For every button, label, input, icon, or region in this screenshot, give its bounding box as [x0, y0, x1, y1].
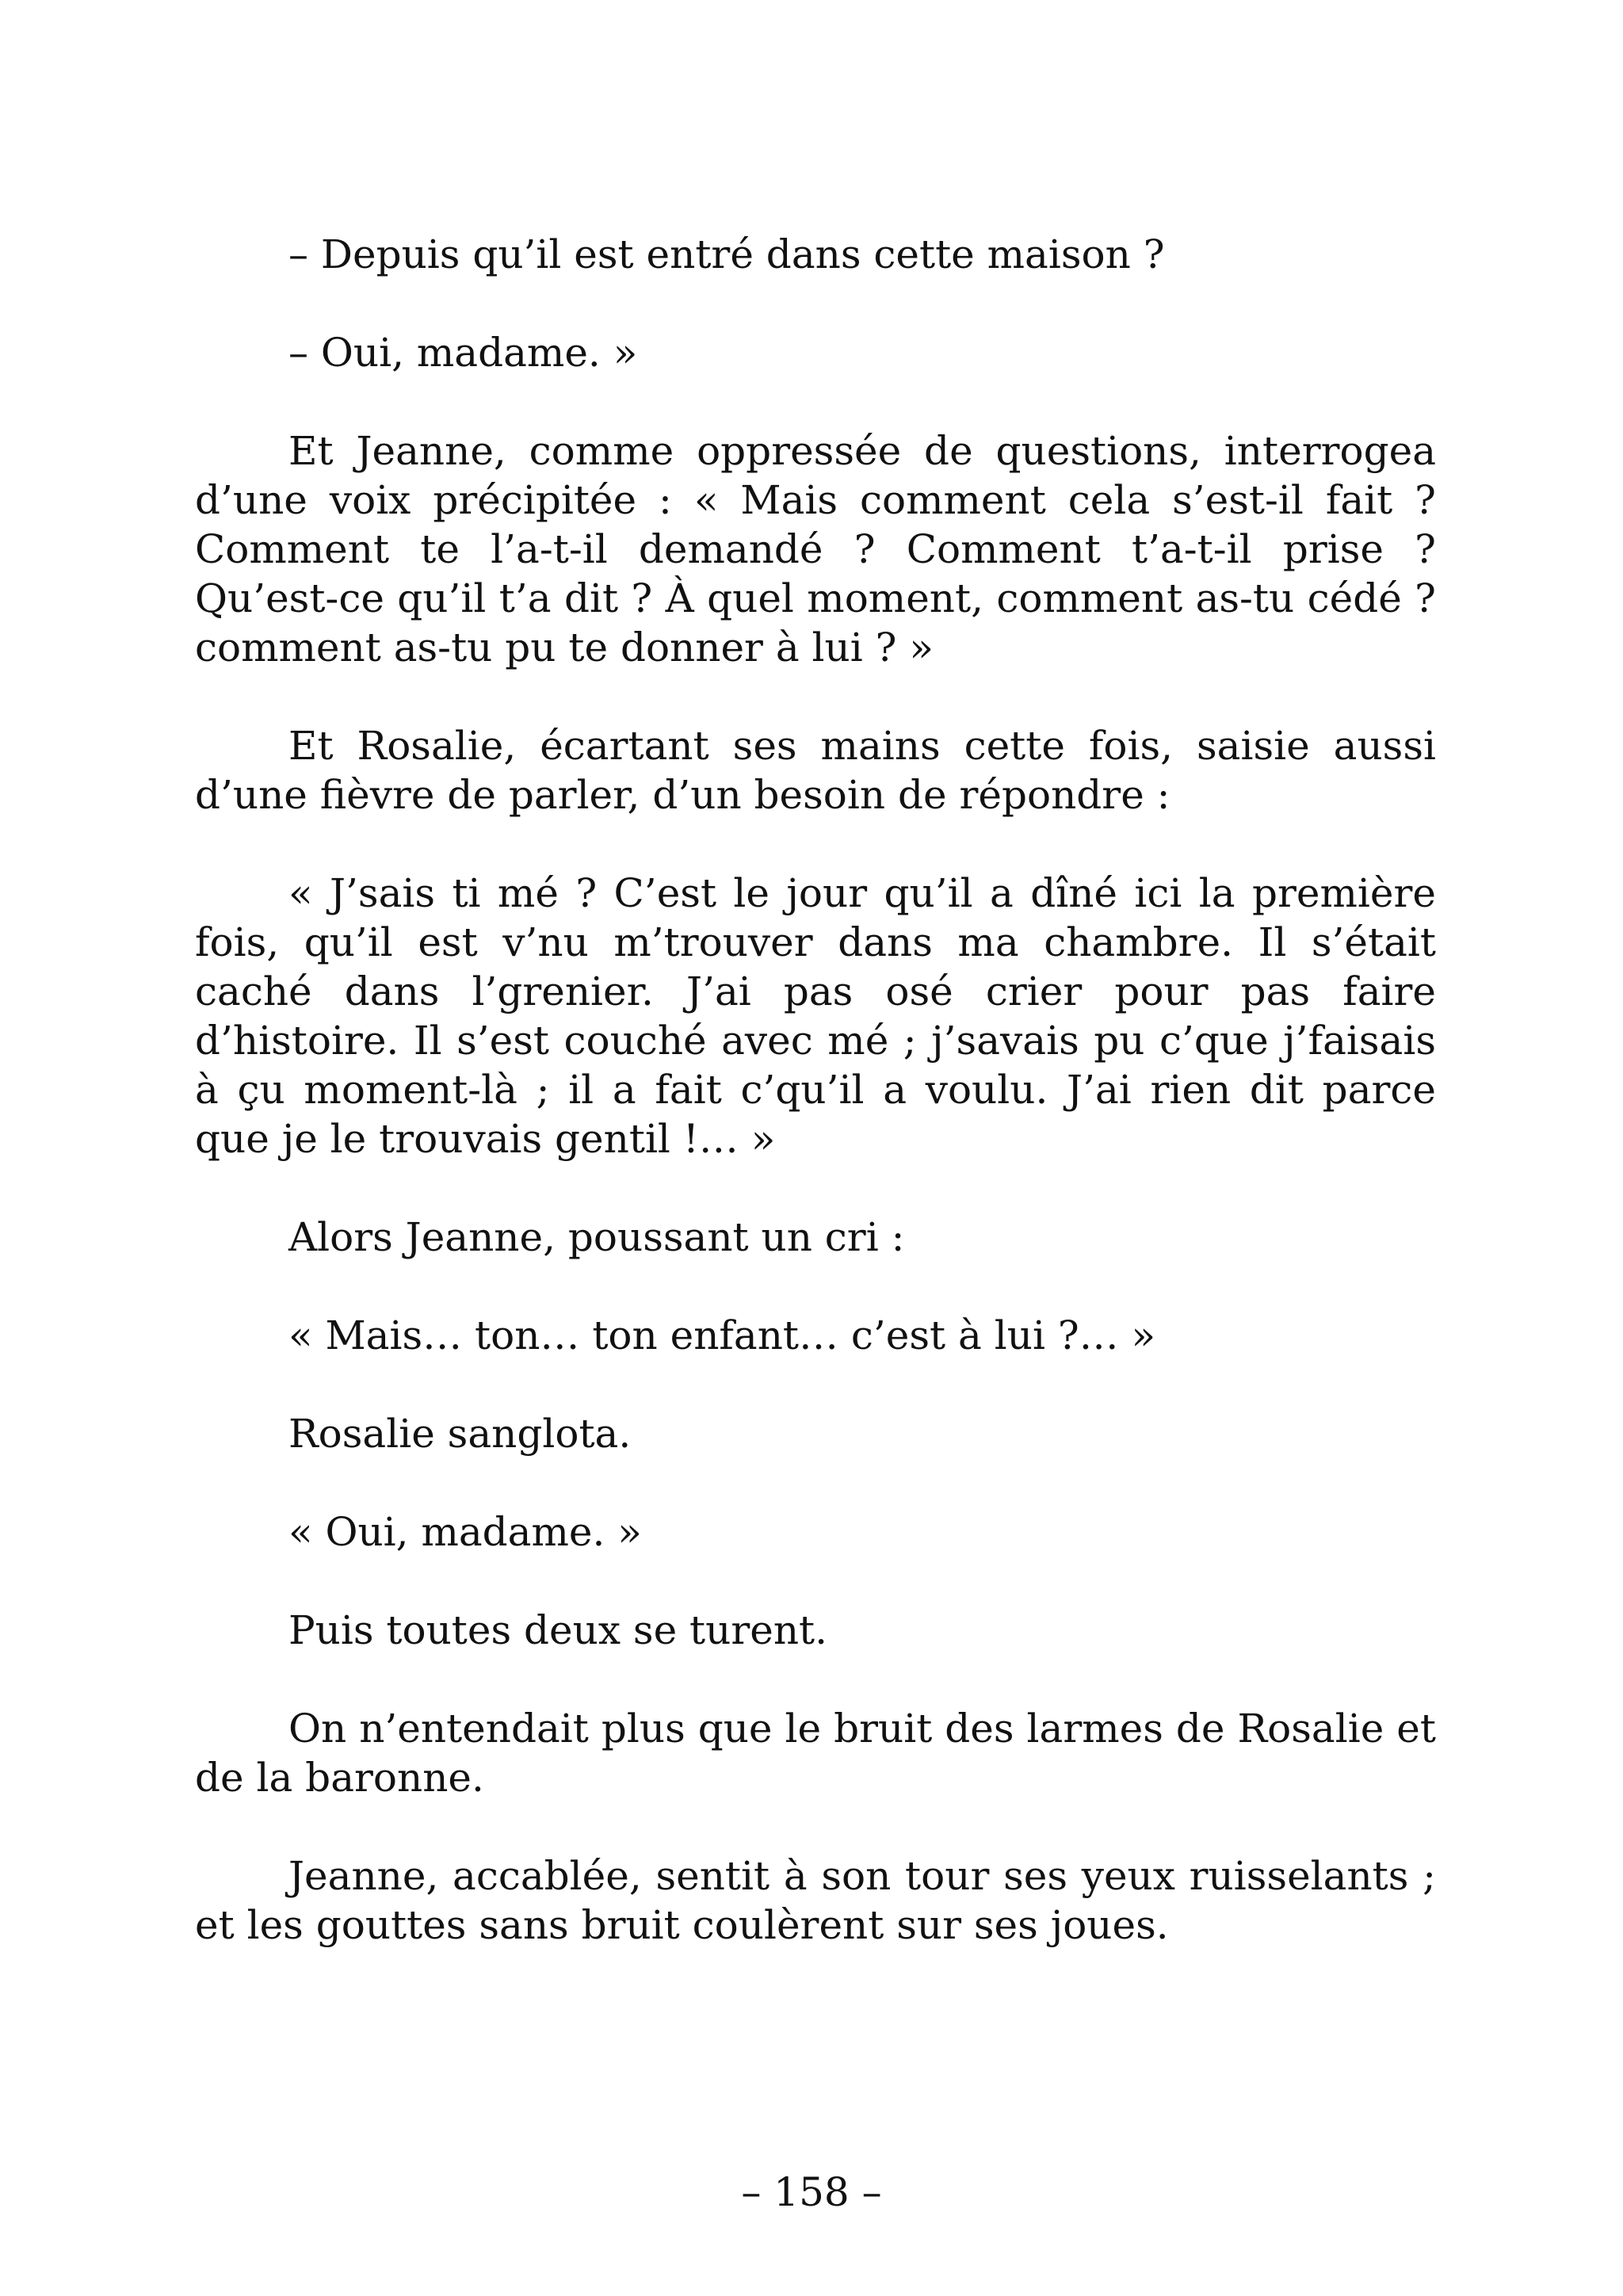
paragraph-3: Et Jeanne, comme oppressée de questions, interrogea d’une voix précipitée : « Mais comment cela s’est-il fait ? Comment te l’a-t-il demandé ? Comment t’a-t-il prise ? Qu’est-ce qu’il t’a dit ? À quel moment, comment as-tu cédé ? comment as-tu pu te donner à lui ? » — [195, 428, 1436, 670]
body-text — [195, 230, 1436, 1999]
paragraph-9: « Oui, madame. » — [288, 1509, 642, 1555]
paragraph-4: Et Rosalie, écartant ses mains cette fois, saisie aussi d’une fièvre de parler, d’un besoin de répondre : — [195, 723, 1436, 818]
paragraph-1: – Depuis qu’il est entré dans cette maison ? — [288, 231, 1165, 277]
paragraph-7: « Mais… ton… ton enfant… c’est à lui ?… » — [288, 1312, 1156, 1358]
page-number: – 158 – — [741, 2169, 882, 2215]
paragraph-11: On n’entendait plus que le bruit des larmes de Rosalie et de la baronne. — [195, 1706, 1436, 1801]
paragraph-10: Puis toutes deux se turent. — [288, 1607, 828, 1653]
paragraph-6: Alors Jeanne, poussant un cri : — [288, 1214, 905, 1260]
paragraph-5: « J’sais ti mé ? C’est le jour qu’il a dîné ici la première fois, qu’il est v’nu m’trouver dans ma chambre. Il s’était caché dans l’grenier. J’ai pas osé crier pour pas faire d’histoire. Il s’est couché avec mé ; j’savais pu c’que j’faisais à çu moment-là ; il a fait c’qu’il a voulu. J’ai rien dit parce que je le trouvais gentil !… » — [195, 870, 1436, 1162]
paragraph-2: – Oui, madame. » — [288, 330, 638, 376]
paragraph-8: Rosalie sanglota. — [288, 1411, 632, 1457]
paragraph-12: Jeanne, accablée, sentit à son tour ses yeux ruisselants ; et les gouttes sans bruit coulèrent sur ses joues. — [195, 1853, 1436, 1948]
